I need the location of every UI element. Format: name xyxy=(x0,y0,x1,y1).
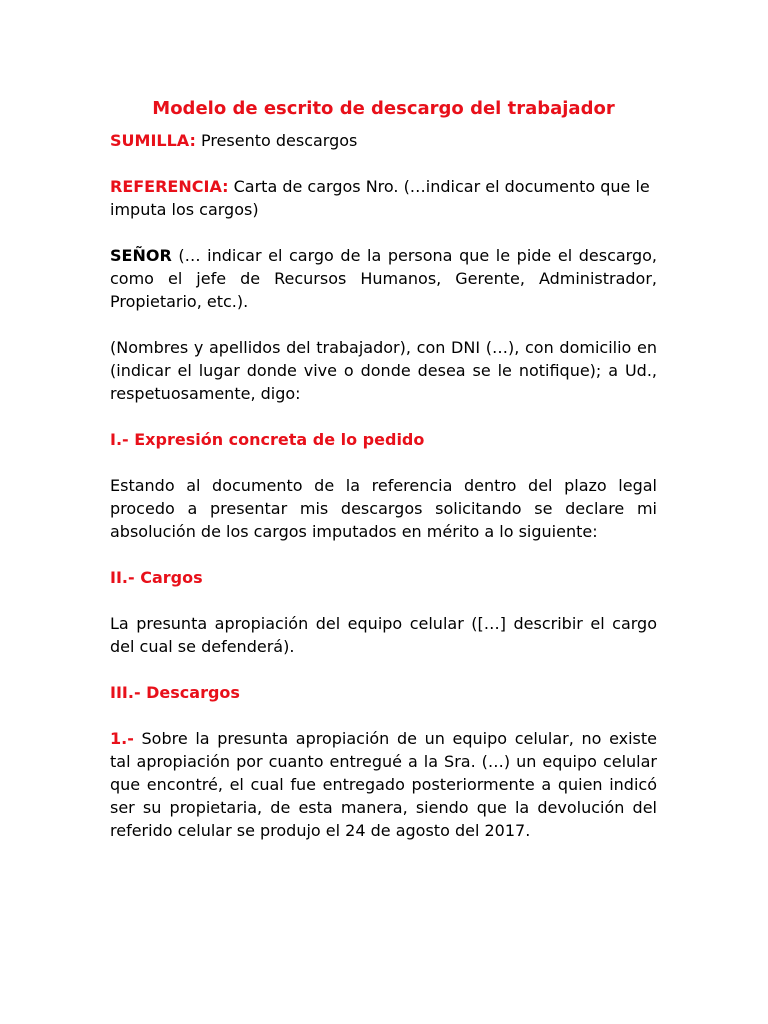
item-1-text: Sobre la presunta apropiación de un equipo celular, no existe tal apropiación por cuanto entregué a la Sra. (…) un equipo celular que encontré, el cual fue entregado posteriormente a quien indicó ser su propietaria, de esta manera, siendo que la devolución del referido celular se produjo el 24 de agosto del 2017. xyxy=(110,729,657,840)
intro-paragraph: (Nombres y apellidos del trabajador), con DNI (…), con domicilio en (indicar el lugar donde vive o donde desea se le notifique); a Ud., respetuosamente, digo: xyxy=(110,338,657,403)
referencia-text: Carta de cargos Nro. (…indicar el documento que le imputa los cargos) xyxy=(110,177,650,219)
document-page xyxy=(110,96,657,865)
section-3-item-1 xyxy=(110,727,657,842)
referencia-label: REFERENCIA: xyxy=(110,177,229,196)
senor-label: SEÑOR xyxy=(110,246,172,265)
document-title: Modelo de escrito de descargo del trabajador xyxy=(152,98,615,119)
section-2-heading: II.- Cargos xyxy=(110,568,203,587)
referencia-paragraph xyxy=(110,175,657,221)
sumilla-text: Presento descargos xyxy=(195,131,358,150)
section-1-paragraph: Estando al documento de la referencia dentro del plazo legal procedo a presentar mis descargos solicitando se declare mi absolución de los cargos imputados en mérito a lo siguiente: xyxy=(110,476,657,541)
sumilla-label: SUMILLA: xyxy=(110,131,196,150)
senor-text: (… indicar el cargo de la persona que le pide el descargo, como el jefe de Recursos Humanos, Gerente, Administrador, Propietario, etc.). xyxy=(110,246,657,311)
section-3-heading: III.- Descargos xyxy=(110,683,240,702)
item-1-number: 1.- xyxy=(110,729,134,748)
section-2-paragraph: La presunta apropiación del equipo celular ([…] describir el cargo del cual se defenderá). xyxy=(110,614,657,656)
senor-paragraph xyxy=(110,244,657,313)
section-1-heading: I.- Expresión concreta de lo pedido xyxy=(110,430,425,449)
sumilla-paragraph xyxy=(110,129,657,152)
